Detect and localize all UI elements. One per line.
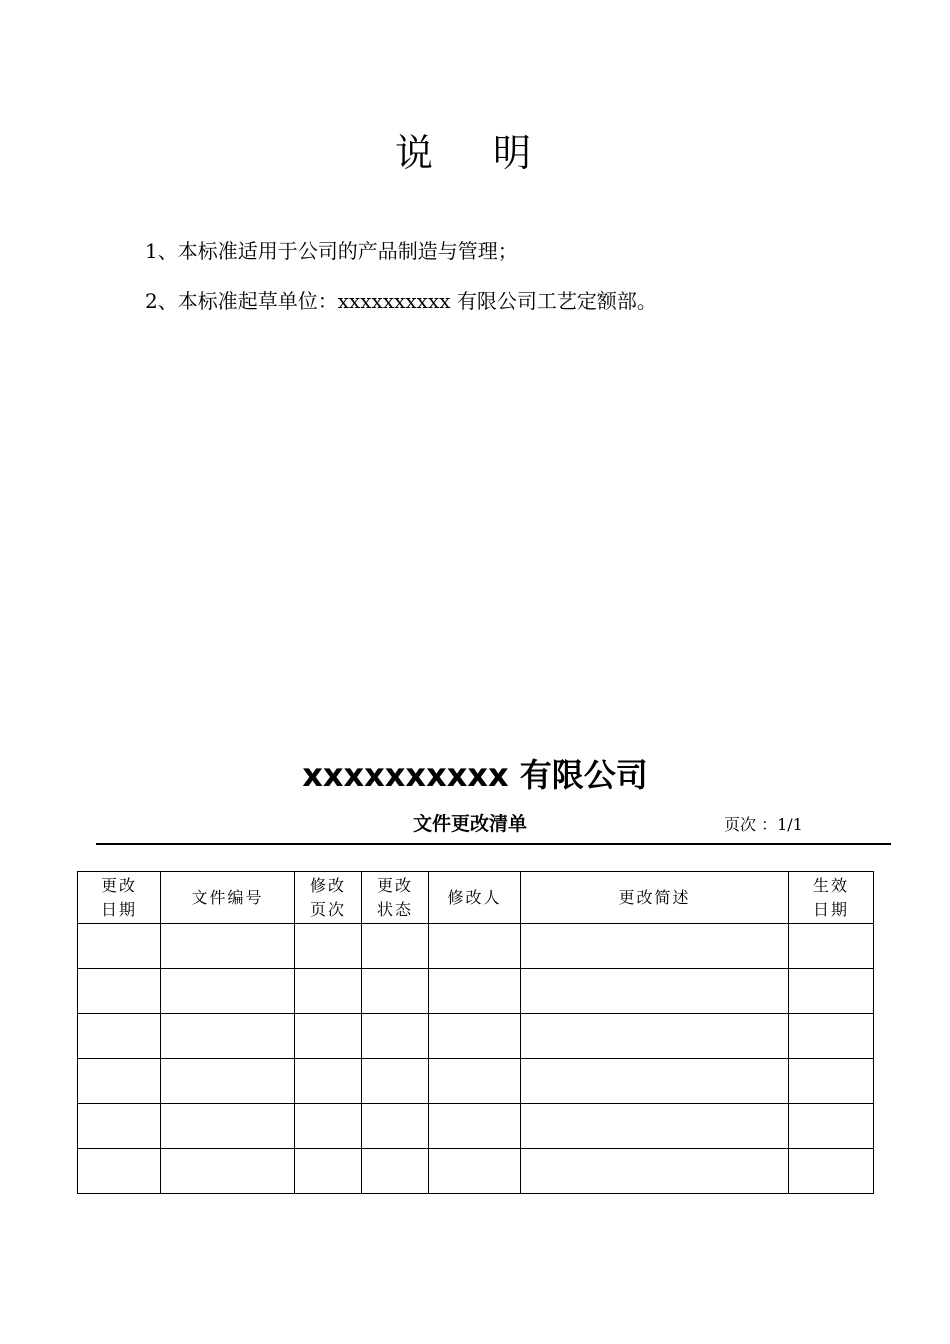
table-cell[interactable] — [789, 924, 874, 969]
header-line: 文件编号 — [191, 887, 264, 907]
table-cell[interactable] — [295, 1149, 362, 1194]
table-cell[interactable] — [429, 1149, 521, 1194]
table-cell[interactable] — [295, 1014, 362, 1059]
table-cell[interactable] — [295, 1059, 362, 1104]
table-row — [78, 924, 874, 969]
table-header-row — [78, 872, 874, 924]
header-line: 生效 — [812, 875, 849, 895]
table-cell[interactable] — [161, 1014, 295, 1059]
table-cell[interactable] — [521, 1059, 789, 1104]
table-cell[interactable] — [521, 1014, 789, 1059]
table-row — [78, 1149, 874, 1194]
table-cell[interactable] — [429, 1059, 521, 1104]
table-cell[interactable] — [521, 969, 789, 1014]
table-row — [78, 1014, 874, 1059]
header-line: 日期 — [812, 899, 849, 919]
note-item-2: 2、本标准起草单位：xxxxxxxxxx 有限公司工艺定额部。 — [145, 289, 657, 313]
table-cell[interactable] — [429, 1014, 521, 1059]
table-cell[interactable] — [521, 1104, 789, 1149]
table-cell[interactable] — [78, 924, 161, 969]
header-line: 更改简述 — [618, 887, 691, 907]
table-cell[interactable] — [161, 1059, 295, 1104]
table-row — [78, 1059, 874, 1104]
header-line: 更改 — [100, 875, 137, 895]
header-line: 更改 — [376, 875, 413, 895]
col-document-number — [161, 872, 295, 924]
col-effective-date — [789, 872, 874, 924]
table-cell[interactable] — [78, 1149, 161, 1194]
table-cell[interactable] — [295, 969, 362, 1014]
col-change-summary — [521, 872, 789, 924]
table-cell[interactable] — [295, 924, 362, 969]
header-line: 修改 — [309, 875, 346, 895]
table-cell[interactable] — [161, 969, 295, 1014]
header-line: 日期 — [100, 899, 137, 919]
col-revised-page — [295, 872, 362, 924]
table-cell[interactable] — [362, 969, 429, 1014]
table-cell[interactable] — [161, 924, 295, 969]
notes-title: 说 明 — [394, 131, 556, 175]
table-cell[interactable] — [78, 1059, 161, 1104]
table-cell[interactable] — [429, 1104, 521, 1149]
col-change-date — [78, 872, 161, 924]
form-subtitle: 文件更改清单 — [413, 813, 528, 835]
table-cell[interactable] — [789, 1104, 874, 1149]
table-cell[interactable] — [362, 1059, 429, 1104]
table-cell[interactable] — [362, 1104, 429, 1149]
table-cell[interactable] — [362, 924, 429, 969]
table-cell[interactable] — [78, 969, 161, 1014]
col-change-status — [362, 872, 429, 924]
header-line: 页次 — [309, 899, 346, 919]
note-item-1: 1、本标准适用于公司的产品制造与管理； — [145, 239, 518, 263]
company-name: xxxxxxxxxx 有限公司 — [302, 756, 648, 794]
table-cell[interactable] — [295, 1104, 362, 1149]
page-indicator: 页次 ：1/1 — [724, 815, 803, 834]
header-line: 修改人 — [447, 887, 502, 907]
table-cell[interactable] — [161, 1149, 295, 1194]
table-cell[interactable] — [789, 1059, 874, 1104]
table-cell[interactable] — [362, 1149, 429, 1194]
header-line: 状态 — [376, 899, 413, 919]
table-cell[interactable] — [429, 969, 521, 1014]
table-cell[interactable] — [429, 924, 521, 969]
table-cell[interactable] — [78, 1014, 161, 1059]
table-cell[interactable] — [789, 1014, 874, 1059]
table-cell[interactable] — [78, 1104, 161, 1149]
col-reviser — [429, 872, 521, 924]
table-cell[interactable] — [789, 969, 874, 1014]
change-list-table — [77, 871, 874, 1194]
table-cell[interactable] — [521, 924, 789, 969]
table-cell[interactable] — [789, 1149, 874, 1194]
table-row — [78, 1104, 874, 1149]
table-cell[interactable] — [362, 1014, 429, 1059]
table-cell[interactable] — [161, 1104, 295, 1149]
table-row — [78, 969, 874, 1014]
header-divider — [96, 843, 891, 845]
table-cell[interactable] — [521, 1149, 789, 1194]
